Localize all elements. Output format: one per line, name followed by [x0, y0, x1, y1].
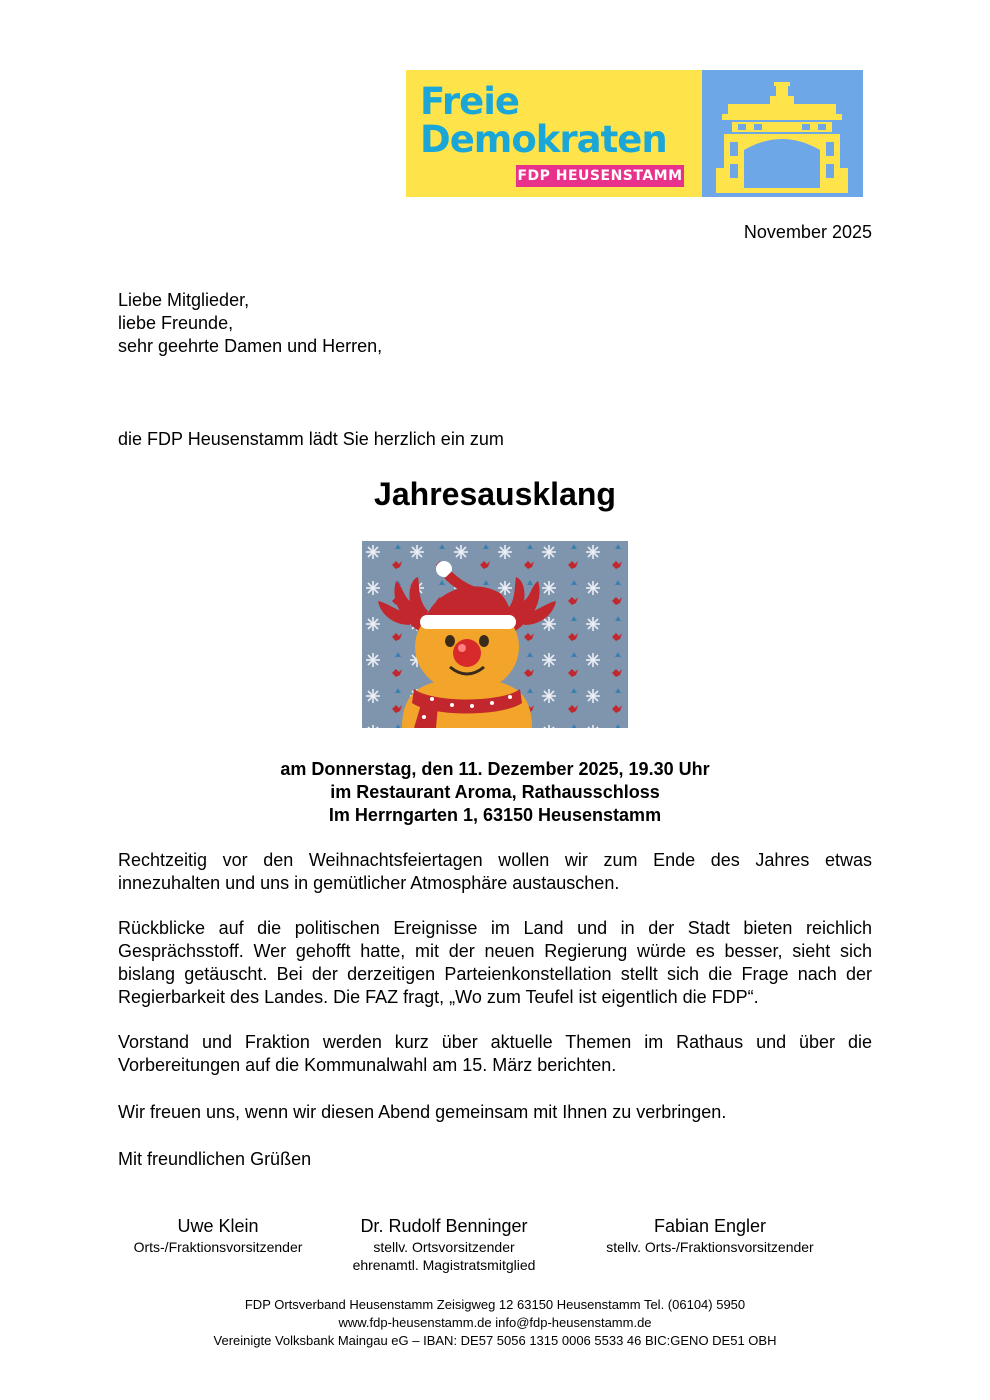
signatory-name: Dr. Rudolf Benninger: [360, 1216, 528, 1236]
salutation-line: sehr geehrte Damen und Herren,: [118, 336, 383, 356]
signatory-name: Fabian Engler: [653, 1216, 767, 1236]
signature-block: [327, 1215, 561, 1274]
logo-badge-heusenstamm: FDP HEUSENSTAMM: [516, 165, 684, 187]
body-paragraph-agenda: Vorstand und Fraktion werden kurz über aktuelle Themen im Rathaus und über die Vorbereitungen auf die Kommunalwahl am 15. März berichten.: [118, 1032, 872, 1075]
footer-web-email: www.fdp-heusenstamm.de info@fdp-heusenstamm.de: [338, 1315, 652, 1330]
letter-date: November 2025: [743, 222, 872, 242]
logo-text-demokraten: Demokraten: [420, 118, 667, 161]
event-title: Jahresausklang: [374, 476, 616, 512]
footer-bank: Vereinigte Volksbank Maingau eG – IBAN: DE57 5056 1315 0006 5533 46 BIC:GENO DE51 OBH: [213, 1333, 777, 1348]
body-paragraph-intro: Rechtzeitig vor den Weihnachtsfeiertagen wollen wir zum Ende des Jahres etwas innezuhalten und uns in gemütlicher Atmosphäre austauschen.: [118, 850, 872, 893]
signature-block: [108, 1215, 328, 1256]
body-paragraph-invite: Wir freuen uns, wenn wir diesen Abend gemeinsam mit Ihnen zu verbringen.: [118, 1102, 727, 1122]
signatory-name: Uwe Klein: [177, 1216, 259, 1236]
event-venue: im Restaurant Aroma, Rathausschloss: [330, 782, 660, 802]
event-details: [0, 758, 990, 827]
salutation-line: Liebe Mitglieder,: [118, 290, 250, 310]
signatory-role-secondary: ehrenamtl. Magistratsmitglied: [352, 1257, 536, 1273]
signature-block: [580, 1215, 840, 1256]
footer-address: FDP Ortsverband Heusenstamm Zeisigweg 12 63150 Heusenstamm Tel. (06104) 5950: [244, 1297, 746, 1312]
logo-yellow-panel: [406, 70, 702, 197]
salutation: [118, 289, 382, 358]
reindeer-picture: [362, 541, 628, 728]
event-address: Im Herrngarten 1, 63150 Heusenstamm: [328, 805, 662, 825]
signatory-role: stellv. Orts-/Fraktionsvorsitzender: [606, 1239, 814, 1255]
invitation-text: die FDP Heusenstamm lädt Sie herzlich ein zum: [118, 429, 504, 449]
reindeer-illustration: [362, 541, 628, 728]
body-paragraph-review: Rückblicke auf die politischen Ereignisse im Land und in der Stadt bieten reichlich Gesprächsstoff. Wer gehofft hatte, mit der neuen Regierung würde es besser, sieht sich bislang getäuscht. Bei der derzeitigen Parteienkonstellation stellt sich die Frage nach der Regierbarkeit des Landes. Die FAZ fragt, „Wo zum Teufel ist eigentlich die FDP“.: [118, 918, 872, 1007]
letter-footer: [0, 1296, 990, 1350]
signatory-role: Orts-/Fraktionsvorsitzender: [133, 1239, 303, 1255]
signatory-role: stellv. Ortsvorsitzender: [373, 1239, 515, 1255]
logo-text-freie: Freie: [420, 80, 520, 123]
event-date-time: am Donnerstag, den 11. Dezember 2025, 19.30 Uhr: [280, 759, 710, 779]
fdp-logo: [406, 70, 863, 197]
castle-icon: [702, 70, 863, 197]
closing-greeting: Mit freundlichen Grüßen: [118, 1149, 312, 1169]
salutation-line: liebe Freunde,: [118, 313, 234, 333]
